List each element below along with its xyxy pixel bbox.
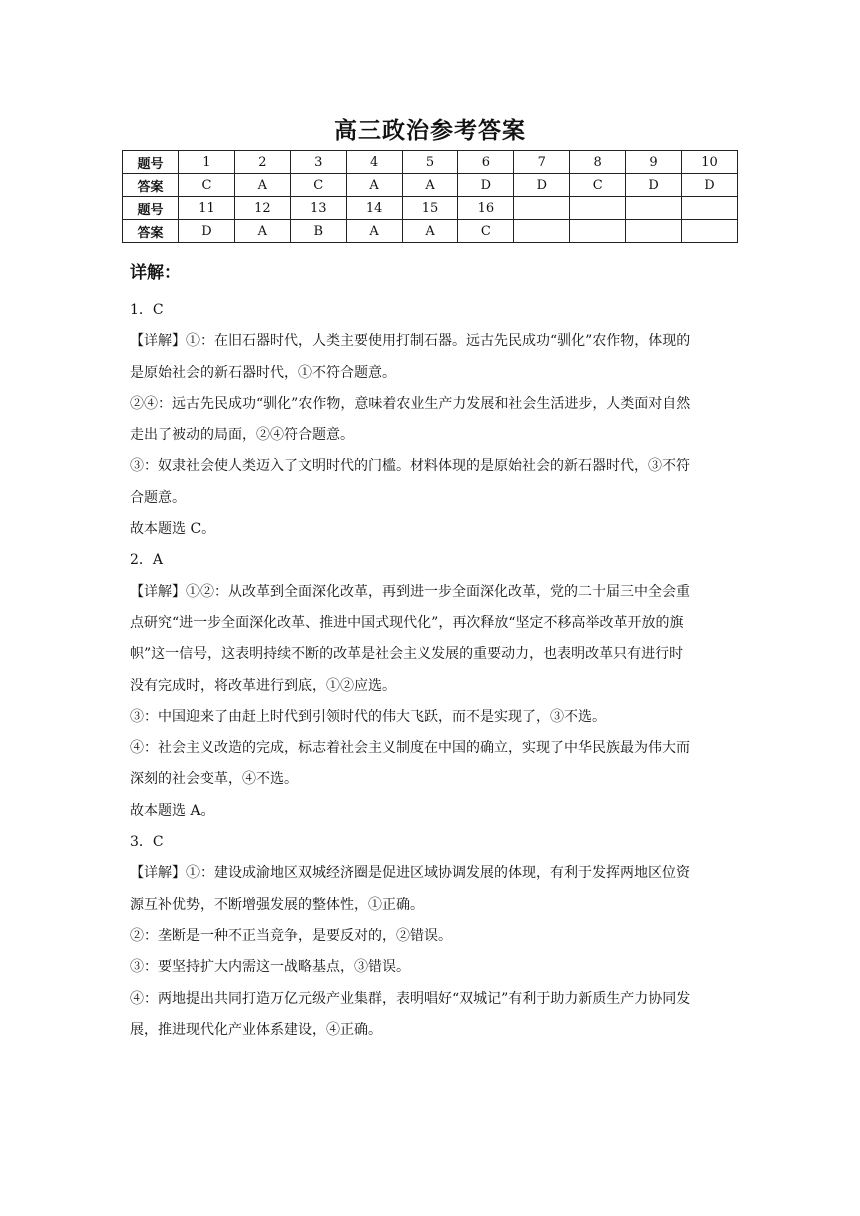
table-cell [514, 220, 570, 243]
table-cell: B [290, 220, 346, 243]
text-line: 走出了被动的局面，②④符合题意。 [130, 427, 354, 444]
table-cell [570, 220, 626, 243]
table-cell: A [402, 174, 458, 197]
text-line: 2．A [130, 552, 164, 569]
text-line: 点研究“进一步全面深化改革、推进中国式现代化”，再次释放“坚定不移高举改革开放的旗 [130, 614, 684, 631]
table-cell [682, 220, 738, 243]
table-cell: 8 [570, 151, 626, 174]
table-cell: D [626, 174, 682, 197]
table-cell: 14 [346, 197, 402, 220]
answer-table [122, 150, 738, 243]
text-line: 1．C [130, 302, 164, 318]
row-label: 题号 [123, 197, 179, 220]
row-label: 题号 [123, 151, 179, 174]
table-cell: 7 [514, 151, 570, 174]
table-cell: C [179, 174, 235, 197]
table-cell [626, 197, 682, 220]
table-cell: D [458, 174, 514, 197]
table-cell [570, 197, 626, 220]
table-cell: 3 [290, 151, 346, 174]
table-cell: 10 [682, 151, 738, 174]
table-cell: 6 [458, 151, 514, 174]
row-label: 答案 [123, 220, 179, 243]
text-line: ③：要坚持扩大内需这一战略基点，③错误。 [130, 959, 410, 976]
explanation-body [130, 295, 730, 1046]
text-line: 故本题选 C。 [130, 521, 216, 538]
text-line: 3．C [130, 834, 164, 851]
text-line: 【详解】①②：从改革到全面深化改革，再到进一步全面深化改革，党的二十届三中全会重 [130, 583, 690, 600]
text-line: 故本题选 A。 [130, 802, 215, 819]
table-cell: 15 [402, 197, 458, 220]
table-row [123, 197, 738, 220]
table-cell: 5 [402, 151, 458, 174]
table-row [123, 151, 738, 174]
row-label: 答案 [123, 174, 179, 197]
text-line: 帜”这一信号，这表明持续不断的改革是社会主义发展的重要动力，也表明改革只有进行时 [130, 646, 684, 663]
text-line: 【详解】①：建设成渝地区双城经济圈是促进区域协调发展的体现，有利于发挥两地区位资 [130, 865, 690, 882]
text-line: 是原始社会的新石器时代，①不符合题意。 [130, 364, 396, 381]
table-cell: C [458, 220, 514, 243]
text-line: ④：两地提出共同打造万亿元级产业集群，表明唱好“双城记”有利于助力新质生产力协同发 [130, 990, 691, 1007]
table-row [123, 220, 738, 243]
text-line: 深刻的社会变革，④不选。 [130, 771, 298, 788]
table-cell: A [234, 220, 290, 243]
detail-heading: 详解： [130, 263, 181, 283]
text-line: 【详解】①：在旧石器时代，人类主要使用打制石器。远古先民成功“驯化”农作物，体现的 [130, 333, 691, 350]
table-cell: D [514, 174, 570, 197]
table-cell: 4 [346, 151, 402, 174]
table-row [123, 174, 738, 197]
text-line: 合题意。 [130, 489, 186, 506]
table-cell: 12 [234, 197, 290, 220]
text-line: ②④：远古先民成功“驯化”农作物，意味着农业生产力发展和社会生活进步，人类面对自然 [130, 395, 691, 412]
table-cell: A [234, 174, 290, 197]
table-cell: A [346, 220, 402, 243]
text-line: ②：垄断是一种不正当竞争，是要反对的，②错误。 [130, 927, 452, 944]
table-cell: A [346, 174, 402, 197]
table-cell: 13 [290, 197, 346, 220]
text-line: ③：中国迎来了由赶上时代到引领时代的伟大飞跃，而不是实现了，③不选。 [130, 708, 606, 725]
table-cell [626, 220, 682, 243]
text-line: 展，推进现代化产业体系建设，④正确。 [130, 1021, 382, 1038]
table-cell: 16 [458, 197, 514, 220]
table-cell: 11 [179, 197, 235, 220]
table-cell: 1 [179, 151, 235, 174]
text-line: ④：社会主义改造的完成，标志着社会主义制度在中国的确立，实现了中华民族最为伟大而 [130, 740, 690, 757]
text-line: 源互补优势，不断增强发展的整体性，①正确。 [130, 896, 424, 913]
table-cell [514, 197, 570, 220]
table-cell: 2 [234, 151, 290, 174]
text-line: ③：奴隶社会使人类迈入了文明时代的门槛。材料体现的是原始社会的新石器时代，③不符 [130, 458, 690, 475]
table-cell: C [290, 174, 346, 197]
table-cell: C [570, 174, 626, 197]
table-cell: D [179, 220, 235, 243]
table-cell: D [682, 174, 738, 197]
table-cell: 9 [626, 151, 682, 174]
table-cell: A [402, 220, 458, 243]
table-cell [682, 197, 738, 220]
page-title: 高三政治参考答案 [334, 118, 526, 144]
text-line: 没有完成时，将改革进行到底，①②应选。 [130, 677, 396, 694]
